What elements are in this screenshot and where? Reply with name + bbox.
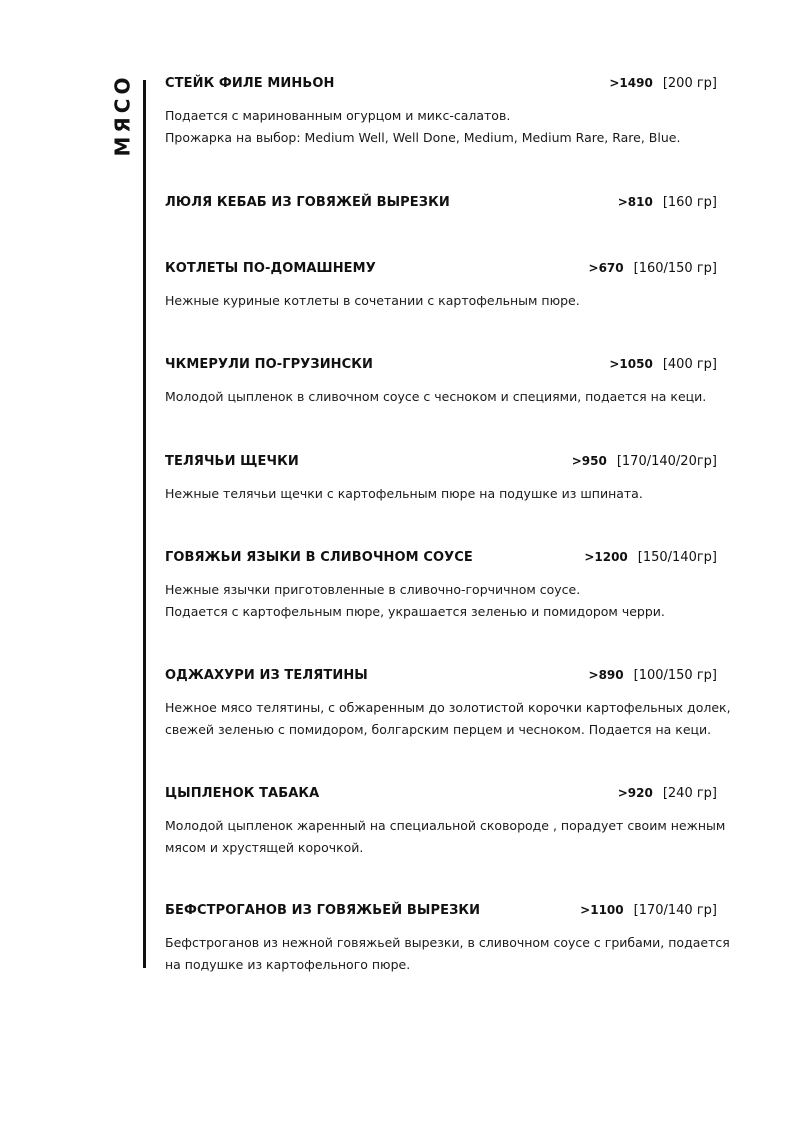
- dish-name: СТЕЙК ФИЛЕ МИНЬОН: [165, 76, 335, 91]
- menu-item-header: [165, 357, 717, 377]
- dish-weight: [160 гр]: [662, 195, 717, 210]
- dish-weight: [400 гр]: [662, 357, 717, 372]
- menu-item: [165, 454, 717, 505]
- dish-description-line: Подается с картофельным пюре, украшается зеленью и помидором черри.: [165, 604, 665, 619]
- menu-item: [165, 668, 731, 741]
- dish-price: >1490: [609, 76, 653, 90]
- dish-description: [165, 290, 717, 312]
- dish-name: ОДЖАХУРИ ИЗ ТЕЛЯТИНЫ: [165, 668, 368, 683]
- menu-item: [165, 195, 717, 215]
- section-title: [108, 75, 136, 155]
- dish-description-line: Молодой цыпленок жаренный на специальной сковороде , порадует своим нежным: [165, 818, 726, 833]
- dish-price: >890: [588, 668, 624, 682]
- menu-item-header: [165, 76, 717, 96]
- dish-meta: [609, 76, 717, 91]
- menu-item-header: [165, 195, 717, 215]
- section-divider: [143, 80, 146, 968]
- dish-description-line: Нежные куриные котлеты в сочетании с картофельным пюре.: [165, 293, 580, 308]
- dish-description-line: Бефстроганов из нежной говяжьей вырезки, в сливочном соусе с грибами, подается: [165, 935, 730, 950]
- dish-meta: [584, 550, 717, 565]
- dish-price: >1200: [584, 550, 628, 564]
- dish-meta: [609, 357, 717, 372]
- dish-price: >810: [617, 195, 653, 209]
- dish-description-line: Подается с маринованным огурцом и микс-салатов.: [165, 108, 511, 123]
- dish-weight: [240 гр]: [662, 786, 717, 801]
- dish-description-line: мясом и хрустящей корочкой.: [165, 840, 364, 855]
- dish-weight: [200 гр]: [662, 76, 717, 91]
- dish-description-line: Молодой цыпленок в сливочном соусе с чесноком и специями, подается на кеци.: [165, 389, 707, 404]
- menu-item: [165, 550, 717, 623]
- dish-description-line: Нежные телячьи щечки с картофельным пюре на подушке из шпината.: [165, 486, 643, 501]
- dish-weight: [150/140гр]: [637, 550, 717, 565]
- menu-item-header: [165, 786, 717, 806]
- dish-name: КОТЛЕТЫ ПО-ДОМАШНЕМУ: [165, 261, 376, 276]
- dish-weight: [160/150 гр]: [633, 261, 717, 276]
- dish-description: [165, 815, 726, 859]
- dish-weight: [170/140 гр]: [633, 903, 717, 918]
- dish-description-line: Прожарка на выбор: Medium Well, Well Done, Medium, Medium Rare, Rare, Blue.: [165, 130, 681, 145]
- dish-description: [165, 105, 717, 149]
- menu-item-header: [165, 550, 717, 570]
- menu-item-header: [165, 454, 717, 474]
- dish-name: ЦЫПЛЕНОК ТАБАКА: [165, 786, 320, 801]
- dish-description: [165, 483, 717, 505]
- dish-description: [165, 697, 731, 741]
- menu-item: [165, 261, 717, 312]
- dish-price: >950: [571, 454, 607, 468]
- dish-price: >1050: [609, 357, 653, 371]
- dish-name: ЧКМЕРУЛИ ПО-ГРУЗИНСКИ: [165, 357, 374, 372]
- dish-description-line: на подушке из картофельного пюре.: [165, 957, 411, 972]
- dish-price: >670: [588, 261, 624, 275]
- dish-meta: [589, 668, 717, 683]
- dish-meta: [618, 195, 717, 210]
- dish-price: >920: [617, 786, 653, 800]
- dish-description-line: Нежное мясо телятины, с обжаренным до золотистой корочки картофельных долек,: [165, 700, 731, 715]
- dish-name: БЕФСТРОГАНОВ ИЗ ГОВЯЖЬЕЙ ВЫРЕЗКИ: [165, 903, 481, 918]
- dish-weight: [100/150 гр]: [633, 668, 717, 683]
- dish-description: [165, 579, 717, 623]
- menu-item: [165, 786, 726, 859]
- dish-name: ТЕЛЯЧЬИ ЩЕЧКИ: [165, 454, 299, 469]
- dish-weight: [170/140/20гр]: [616, 454, 717, 469]
- dish-description: [165, 932, 730, 976]
- menu-item: [165, 357, 717, 408]
- dish-description: [165, 386, 717, 408]
- dish-meta: [589, 261, 717, 276]
- dish-description-line: свежей зеленью с помидором, болгарским перцем и чесноком. Подается на кеци.: [165, 722, 712, 737]
- dish-meta: [580, 903, 717, 918]
- menu-item: [165, 76, 717, 149]
- dish-name: ЛЮЛЯ КЕБАБ ИЗ ГОВЯЖЕЙ ВЫРЕЗКИ: [165, 195, 450, 210]
- menu-item-header: [165, 903, 717, 923]
- dish-meta: [618, 786, 717, 801]
- section-title-text: МЯСО: [110, 73, 135, 157]
- menu-item-header: [165, 261, 717, 281]
- dish-description-line: Нежные язычки приготовленные в сливочно-горчичном соусе.: [165, 582, 581, 597]
- dish-name: ГОВЯЖЬИ ЯЗЫКИ В СЛИВОЧНОМ СОУСЕ: [165, 550, 473, 565]
- dish-price: >1100: [580, 903, 624, 917]
- menu-item-header: [165, 668, 717, 688]
- dish-meta: [572, 454, 717, 469]
- menu-item: [165, 903, 730, 976]
